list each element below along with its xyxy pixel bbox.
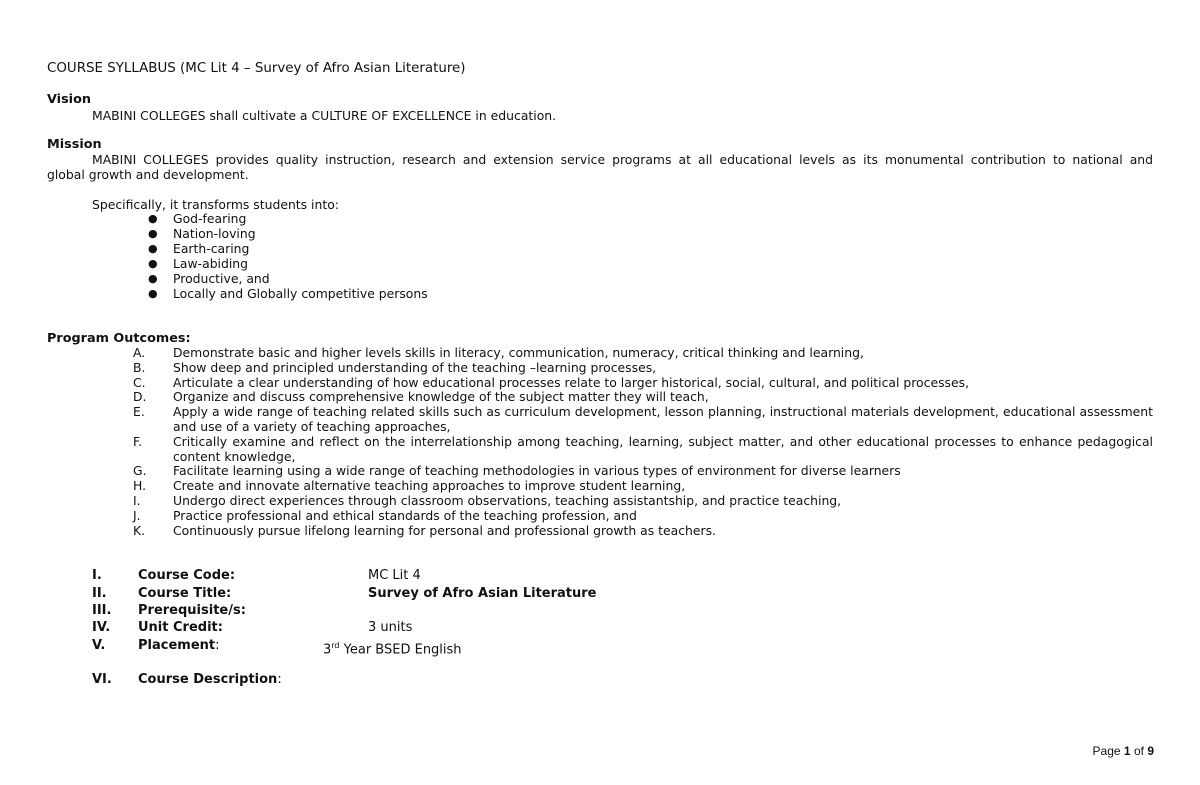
list-item: ● Locally and Globally competitive persons xyxy=(148,286,428,301)
prerequisite-label: Prerequisite/s: xyxy=(138,603,246,618)
mission-list xyxy=(145,211,428,301)
list-item: ● Productive, and xyxy=(148,271,270,286)
bullet-icon: ● xyxy=(148,272,158,285)
list-item: G. Facilitate learning using a wide range of teaching methodologies in various types of environment for diverse learners xyxy=(133,463,901,479)
mission-heading: Mission xyxy=(47,137,102,152)
section-number: VI. xyxy=(92,672,112,687)
list-item: A. Demonstrate basic and higher levels skills in literacy, communication, numeracy, critical thinking and learning, xyxy=(133,345,864,360)
of-word: of xyxy=(1133,744,1144,758)
section-number: I. xyxy=(92,568,102,583)
page-word: Page xyxy=(1092,744,1121,758)
mission-text-line2: global growth and development. xyxy=(47,167,249,182)
document-title xyxy=(47,61,466,76)
course-code-value: MC Lit 4 xyxy=(368,568,421,583)
list-item: H. Create and innovate alternative teaching approaches to improve student learning, xyxy=(133,478,686,494)
page-total: 9 xyxy=(1147,744,1154,758)
list-item: ● God-fearing xyxy=(148,211,247,226)
course-code-label: Course Code: xyxy=(138,568,236,583)
bullet-icon: ● xyxy=(148,212,158,225)
section-number: IV. xyxy=(92,620,111,635)
outcomes-heading: Program Outcomes: xyxy=(47,331,191,346)
list-item: E. Apply a wide range of teaching related skills such as curriculum development, lesson planning, instructional materials development, educational assessment and use of a variety of teaching approaches, xyxy=(133,404,1153,434)
bullet-icon: ● xyxy=(148,287,158,300)
bullet-icon: ● xyxy=(148,242,158,255)
page-number: 1 xyxy=(1123,744,1131,758)
list-item: D. Organize and discuss comprehensive knowledge of the subject matter they will teach, xyxy=(133,389,709,405)
bullet-icon: ● xyxy=(148,227,158,240)
page-footer xyxy=(1093,744,1154,758)
list-item: ● Nation-loving xyxy=(148,226,256,241)
placement-value: 3rd Year BSED English xyxy=(323,641,462,658)
outcomes-list xyxy=(130,346,1153,538)
mission-text-line1: MABINI COLLEGES provides quality instruction, research and extension service programs at all educational levels as its monumental contribution to national and xyxy=(92,152,1153,167)
title-main: COURSE SYLLABUS xyxy=(47,61,176,76)
vision-text: MABINI COLLEGES shall cultivate a CULTURE OF EXCELLENCE in education. xyxy=(92,108,557,123)
title-sub: (MC Lit 4 – Survey of Afro Asian Literature) xyxy=(180,61,466,76)
bullet-icon: ● xyxy=(148,257,158,270)
section-number: II. xyxy=(92,586,107,601)
unit-credit-label: Unit Credit: xyxy=(138,620,223,635)
list-item: B. Show deep and principled understanding of the teaching –learning processes, xyxy=(133,359,657,375)
course-title-label: Course Title: xyxy=(138,586,232,601)
unit-credit-value: 3 units xyxy=(368,620,413,635)
list-item: K. Continuously pursue lifelong learning for personal and professional growth as teachers. xyxy=(133,522,716,538)
mission-intro: Specifically, it transforms students into: xyxy=(92,197,339,212)
placement-label: Placement: xyxy=(138,638,220,653)
course-title-value: Survey of Afro Asian Literature xyxy=(368,586,597,601)
section-number: III. xyxy=(92,603,112,618)
list-item: C. Articulate a clear understanding of how educational processes relate to larger historical, social, cultural, and political processes, xyxy=(133,374,970,390)
list-item: ● Law-abiding xyxy=(148,256,249,271)
course-description-label: Course Description: xyxy=(138,672,282,687)
list-item: ● Earth-caring xyxy=(148,241,250,256)
vision-heading: Vision xyxy=(47,92,91,107)
list-item: I. Undergo direct experiences through classroom observations, teaching assistantship, and practice teaching, xyxy=(133,492,842,508)
list-item: J. Practice professional and ethical standards of the teaching profession, and xyxy=(133,507,637,523)
section-number: V. xyxy=(92,638,106,653)
list-item: F. Critically examine and reflect on the interrelationship among teaching, learning, subject matter, and other educational processes to enhance pedagogical content knowledge, xyxy=(133,433,1153,464)
